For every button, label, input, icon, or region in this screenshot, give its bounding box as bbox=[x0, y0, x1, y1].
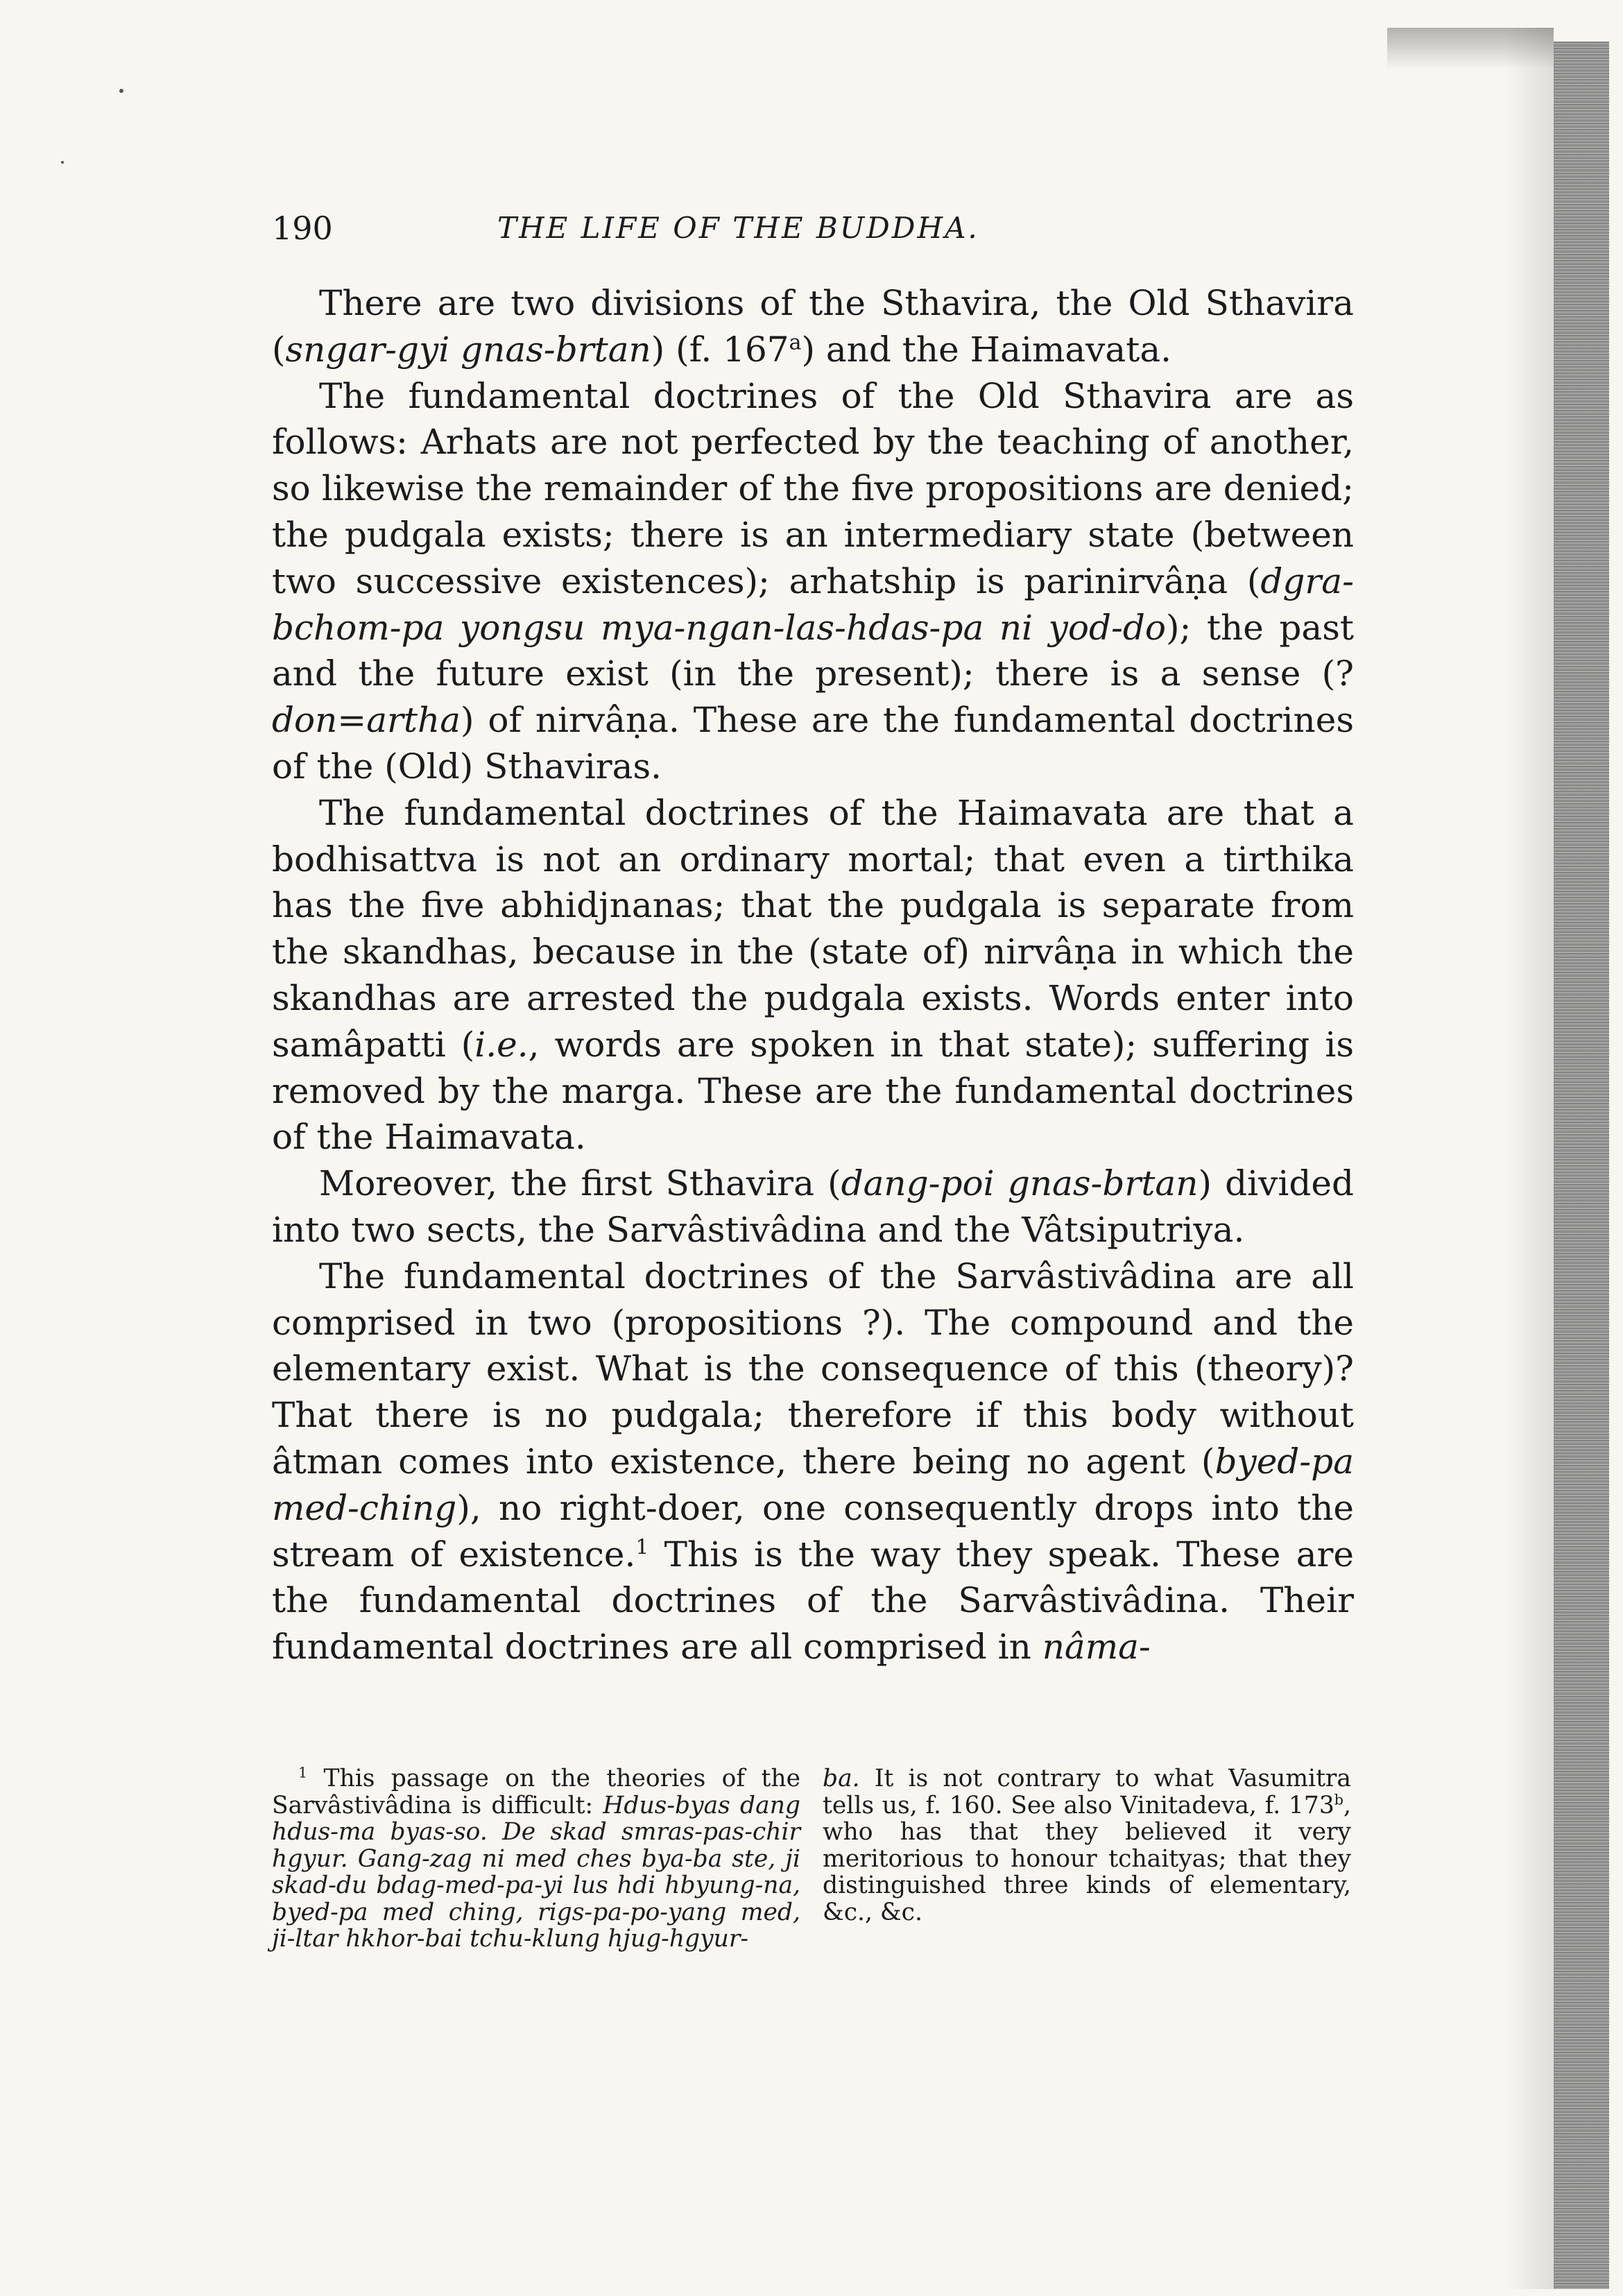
footnote-column-left bbox=[272, 1765, 800, 1953]
footnote-reference: 1 bbox=[635, 1534, 649, 1559]
footnote-column-right bbox=[823, 1765, 1351, 1926]
footnotes bbox=[272, 1765, 1354, 1994]
running-title: THE LIFE OF THE BUDDHA. bbox=[497, 211, 979, 245]
page-header bbox=[272, 209, 1354, 258]
footnote-1: $^1$ This passage on the theories of the Sarvâstivâdina is difficult: Hdus-byas dang hdus-ma byas-so. De skad smras-pas-chir hgyur. Gang-zag ni med ches bya-ba ste, ji skad-du bdag-med-pa-yi lus hdi hbyung-na, byed-pa med ching, rigs-pa-po-yang med, ji-ltar hkhor-bai tchu-klung hjug-hgyur- bbox=[272, 1764, 801, 1953]
book-edge-strip bbox=[1554, 42, 1609, 2289]
page-number: 190 bbox=[272, 209, 333, 247]
corner-shadow bbox=[1387, 28, 1554, 69]
footnote-1-continued: ba. It is not contrary to what Vasumitra tells us, f. 160. See also Vinitadeva, f. 173$^b$, who has that they believed it very meritorious to honour tchaityas; that they distinguished three kinds of elementary, &c., &c. bbox=[823, 1765, 1351, 1926]
page-gutter-shadow bbox=[1505, 28, 1554, 2289]
paragraph-haimavata-doctrines: The fundamental doctrines of the Haimavata are that a bodhisattva is not an ordinary mortal; that even a tirthika has the five abhidjnanas; that the pudgala is separate from the skandhas, because in the (state of) nirvâṇa in which the skandhas are arrested the pudgala exists. Words enter into samâpatti (i.e., words are spoken in that state); suffering is removed by the marga. These are the fundamental doctrines of the Haimavata. bbox=[272, 792, 1354, 1158]
paragraph-sthavira-divisions: There are two divisions of the Sthavira, the Old Sthavira (sngar-gyi gnas-brtan) (f. 167$^a$) and the Haimavata. bbox=[272, 283, 1354, 370]
scan-speck bbox=[61, 161, 64, 164]
body-text bbox=[272, 280, 1354, 1670]
paragraph-old-sthavira-doctrines: The fundamental doctrines of the Old Sthavira are as follows: Arhats are not perfected by the teaching of another, so likewise the remainder of the five propositions are denied; the pudgala exists; there is an intermediary state (between two successive existences); arhatship is parinirvâṇa (dgra-bchom-pa yongsu mya-ngan-las-hdas-pa ni yod-do); the past and the future exist (in the present); there is a sense (? don=artha) of nirvâṇa. These are the fundamental doctrines of the (Old) Sthaviras. bbox=[272, 375, 1354, 787]
scan-speck bbox=[119, 89, 123, 93]
paragraph-first-sthavira-sects: Moreover, the first Sthavira (dang-poi gnas-brtan) divided into two sects, the Sarvâstivâdina and the Vâtsiputriya. bbox=[272, 1163, 1355, 1250]
paragraph-sarvastivadina-doctrines: The fundamental doctrines of the Sarvâstivâdina are all comprised in two (propositions ?). The compound and the elementary exist. What is the consequence of this (theory)? That there is no pudgala; therefore if this body without âtman comes into existence, there being no agent (byed-pa med-ching), no right-doer, one consequently drops into the stream of existence.$^1$ This is the way they speak. These are the fundamental doctrines of the Sarvâstivâdina. Their fundamental doctrines are all comprised in nâma- bbox=[272, 1256, 1354, 1668]
